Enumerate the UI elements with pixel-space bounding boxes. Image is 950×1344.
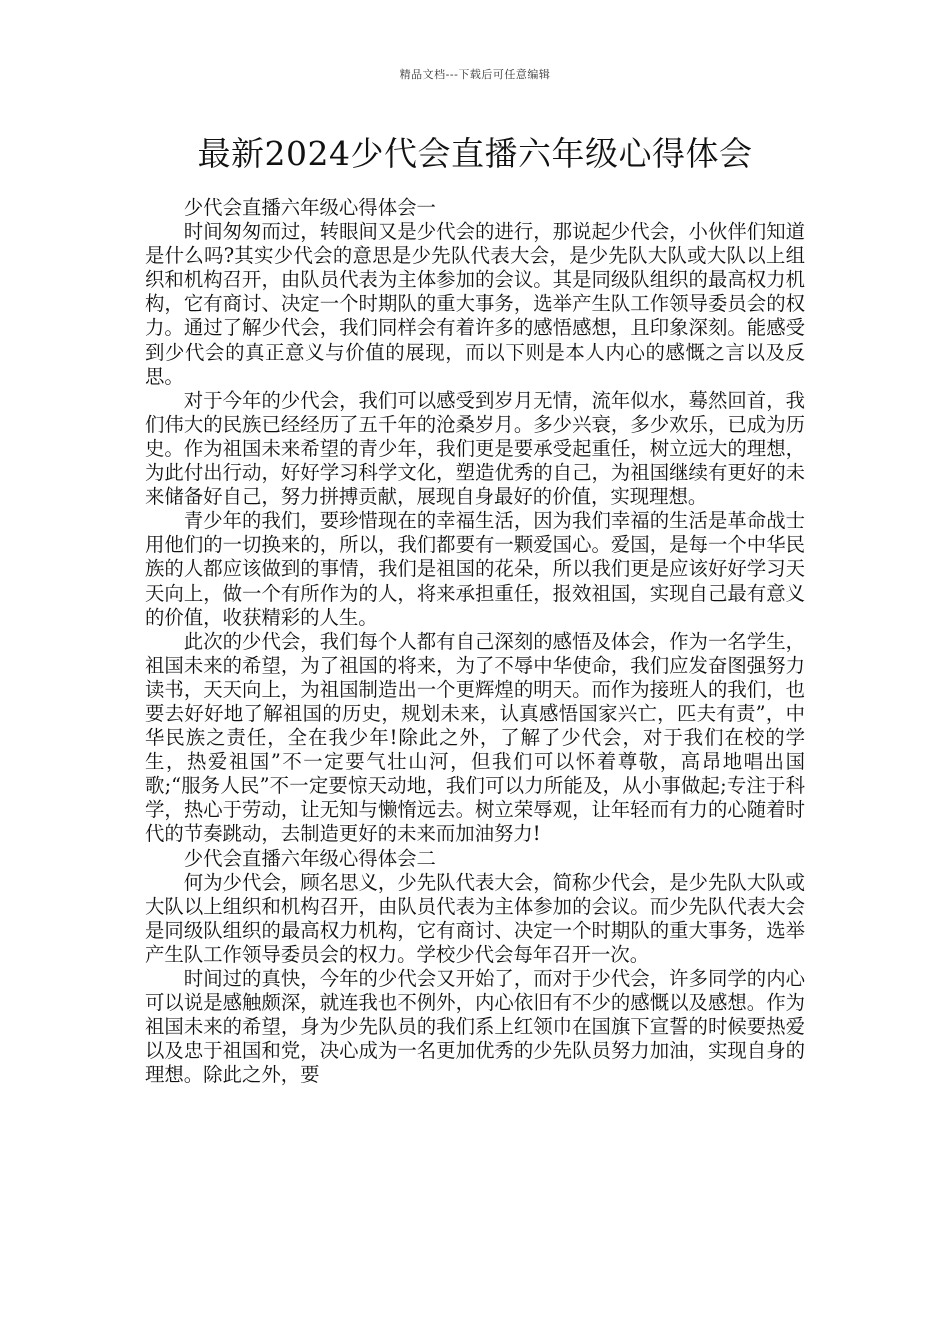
document-body [145, 196, 805, 1087]
document-title: 最新2024少代会直播六年级心得体会 [197, 134, 753, 173]
page-header: 精品文档---下载后可任意编辑 [399, 68, 551, 81]
paragraph: 时间过的真快，今年的少代会又开始了，而对于少代会，许多同学的内心可以说是感触颇深，就连我也不例外，内心依旧有不少的感慨以及感想。作为祖国未来的希望，身为少先队员的我们系上红领巾在国旗下宣誓的时候要热爱以及忠于祖国和党，决心成为一名更加优秀的少先队员努力加油，实现自身的理想。除此之外，要 [145, 967, 805, 1087]
section-heading-1: 少代会直播六年级心得体会一 [183, 196, 436, 219]
paragraph: 时间匆匆而过，转眼间又是少代会的进行，那说起少代会，小伙伴们知道是什么吗?其实少代会的意思是少先队代表大会，是少先队大队或大队以上组织和机构召开，由队员代表为主体参加的会议。其是同级队组织的最高权力机构，它有商讨、决定一个时期队的重大事务，选举产生队工作领导委员会的权力。通过了解少代会，我们同样会有着许多的感悟感想，且印象深刻。能感受到少代会的真正意义与价值的展现，而以下则是本人内心的感慨之言以及反思。 [145, 220, 805, 388]
paragraph: 对于今年的少代会，我们可以感受到岁月无情，流年似水，蓦然回首，我们伟大的民族已经经历了五千年的沧桑岁月。多少兴衰，多少欢乐，已成为历史。作为祖国未来希望的青少年，我们更是要承受起重任，树立远大的理想，为此付出行动，好好学习科学文化，塑造优秀的自己，为祖国继续有更好的未来储备好自己，努力拼搏贡献，展现自身最好的价值，实现理想。 [145, 388, 805, 509]
section-heading-2: 少代会直播六年级心得体会二 [183, 846, 436, 870]
paragraph: 此次的少代会，我们每个人都有自己深刻的感悟及体会，作为一名学生，祖国未来的希望，为了祖国的将来，为了不辱中华使命，我们应发奋图强努力读书，天天向上，为祖国制造出一个更辉煌的明天。而作为接班人的我们，也要去好好地了解祖国的历史，规划未来，认真感悟国家兴亡，匹夫有责”，中华民族之责任，全在我少年!除此之外，了解了少代会，对于我们在校的学生，热爱祖国”不一定要气壮山河，但我们可以怀着尊敬，高昂地唱出国歌;“服务人民”不一定要惊天动地，我们可以力所能及，从小事做起;专注于科学，热心于劳动，让无知与懒惰远去。树立荣辱观，让年轻而有力的心随着时代的节奏跳动，去制造更好的未来而加油努力! [145, 629, 805, 846]
paragraph: 何为少代会，顾名思义，少先队代表大会，简称少代会，是少先队大队或大队以上组织和机构召开，由队员代表为主体参加的会议。而少先队代表大会是同级队组织的最高权力机构，它有商讨、决定一个时期队的重大事务，选举产生队工作领导委员会的权力。学校少代会每年召开一次。 [145, 870, 805, 966]
paragraph: 青少年的我们，要珍惜现在的幸福生活，因为我们幸福的生活是革命战士用他们的一切换来的，所以，我们都要有一颗爱国心。爱国，是每一个中华民族的人都应该做到的事情，我们是祖国的花朵，所以我们更是应该好好学习天天向上，做一个有所作为的人，将来承担重任，报效祖国，实现自己最有意义的价值，收获精彩的人生。 [145, 509, 805, 629]
